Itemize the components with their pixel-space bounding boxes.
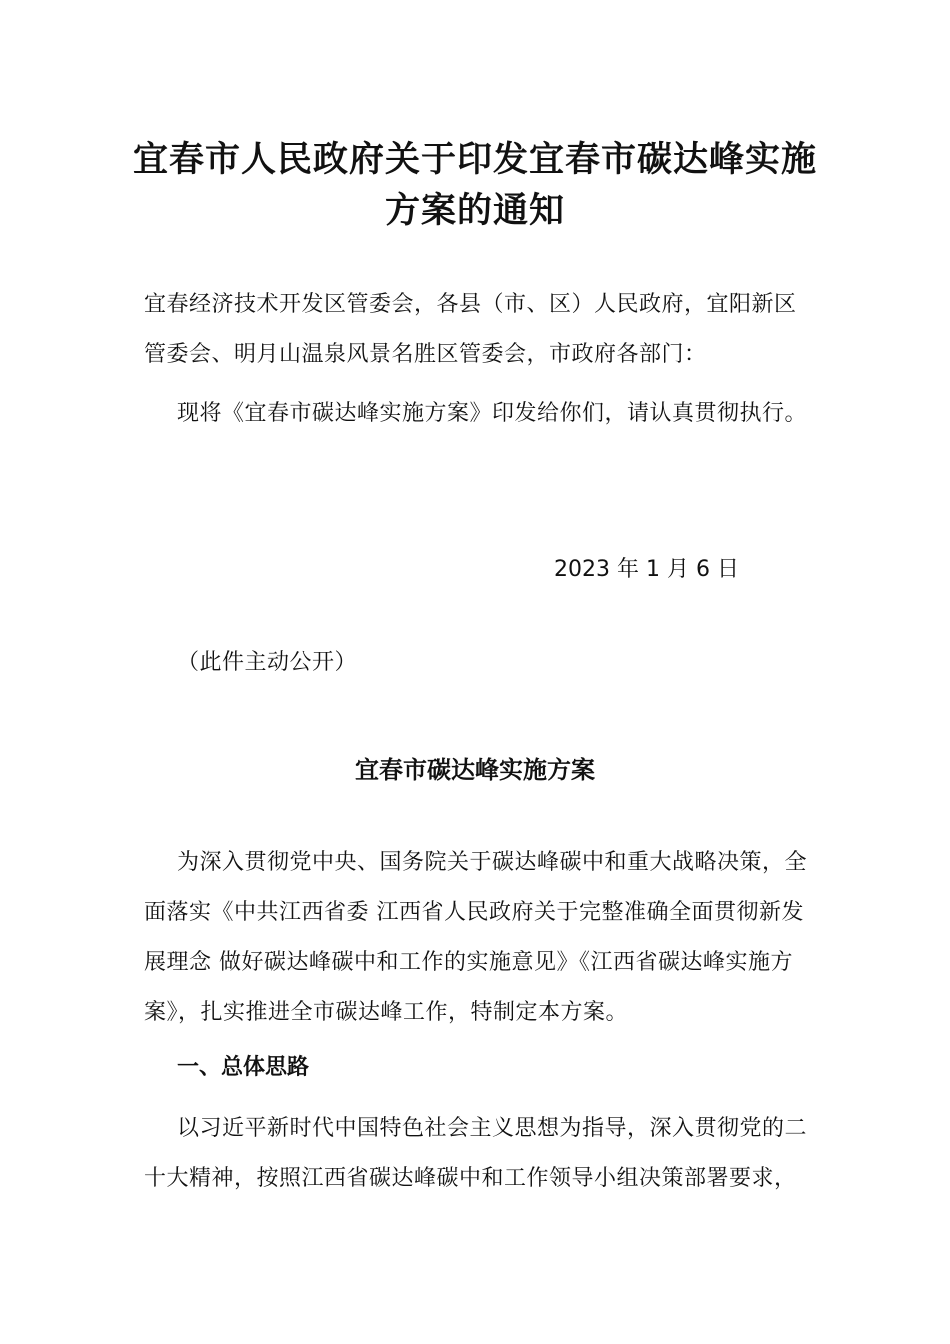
notice-title-line-1: 宜春市人民政府关于印发宜春市碳达峰实施	[132, 140, 817, 180]
notice-date: 2023 年 1 月 6 日	[554, 557, 739, 582]
intro-line: 面落实《中共江西省委 江西省人民政府关于完整准确全面贯彻新发	[144, 900, 804, 925]
section-1-heading: 一、总体思路	[177, 1055, 310, 1080]
intro-line: 案》，扎实推进全市碳达峰工作，特制定本方案。	[144, 1000, 629, 1025]
recipients-line-1: 宜春经济技术开发区管委会，各县（市、区）人民政府，宜阳新区	[144, 292, 797, 317]
plan-title: 宜春市碳达峰实施方案	[355, 756, 595, 784]
disclosure-note: （此件主动公开）	[177, 650, 358, 675]
intro-line: 为深入贯彻党中央、国务院关于碳达峰碳中和重大战略决策，全	[177, 850, 808, 875]
section-1-line: 十大精神，按照江西省碳达峰碳中和工作领导小组决策部署要求，	[144, 1166, 797, 1191]
section-1-line: 以习近平新时代中国特色社会主义思想为指导，深入贯彻党的二	[177, 1116, 808, 1141]
recipients-line-2: 管委会、明月山温泉风景名胜区管委会，市政府各部门：	[144, 342, 707, 367]
intro-line: 展理念 做好碳达峰碳中和工作的实施意见》《江西省碳达峰实施方	[144, 950, 793, 975]
notice-title-line-2: 方案的通知	[384, 191, 565, 231]
notice-body: 现将《宜春市碳达峰实施方案》印发给你们，请认真贯彻执行。	[177, 401, 808, 426]
